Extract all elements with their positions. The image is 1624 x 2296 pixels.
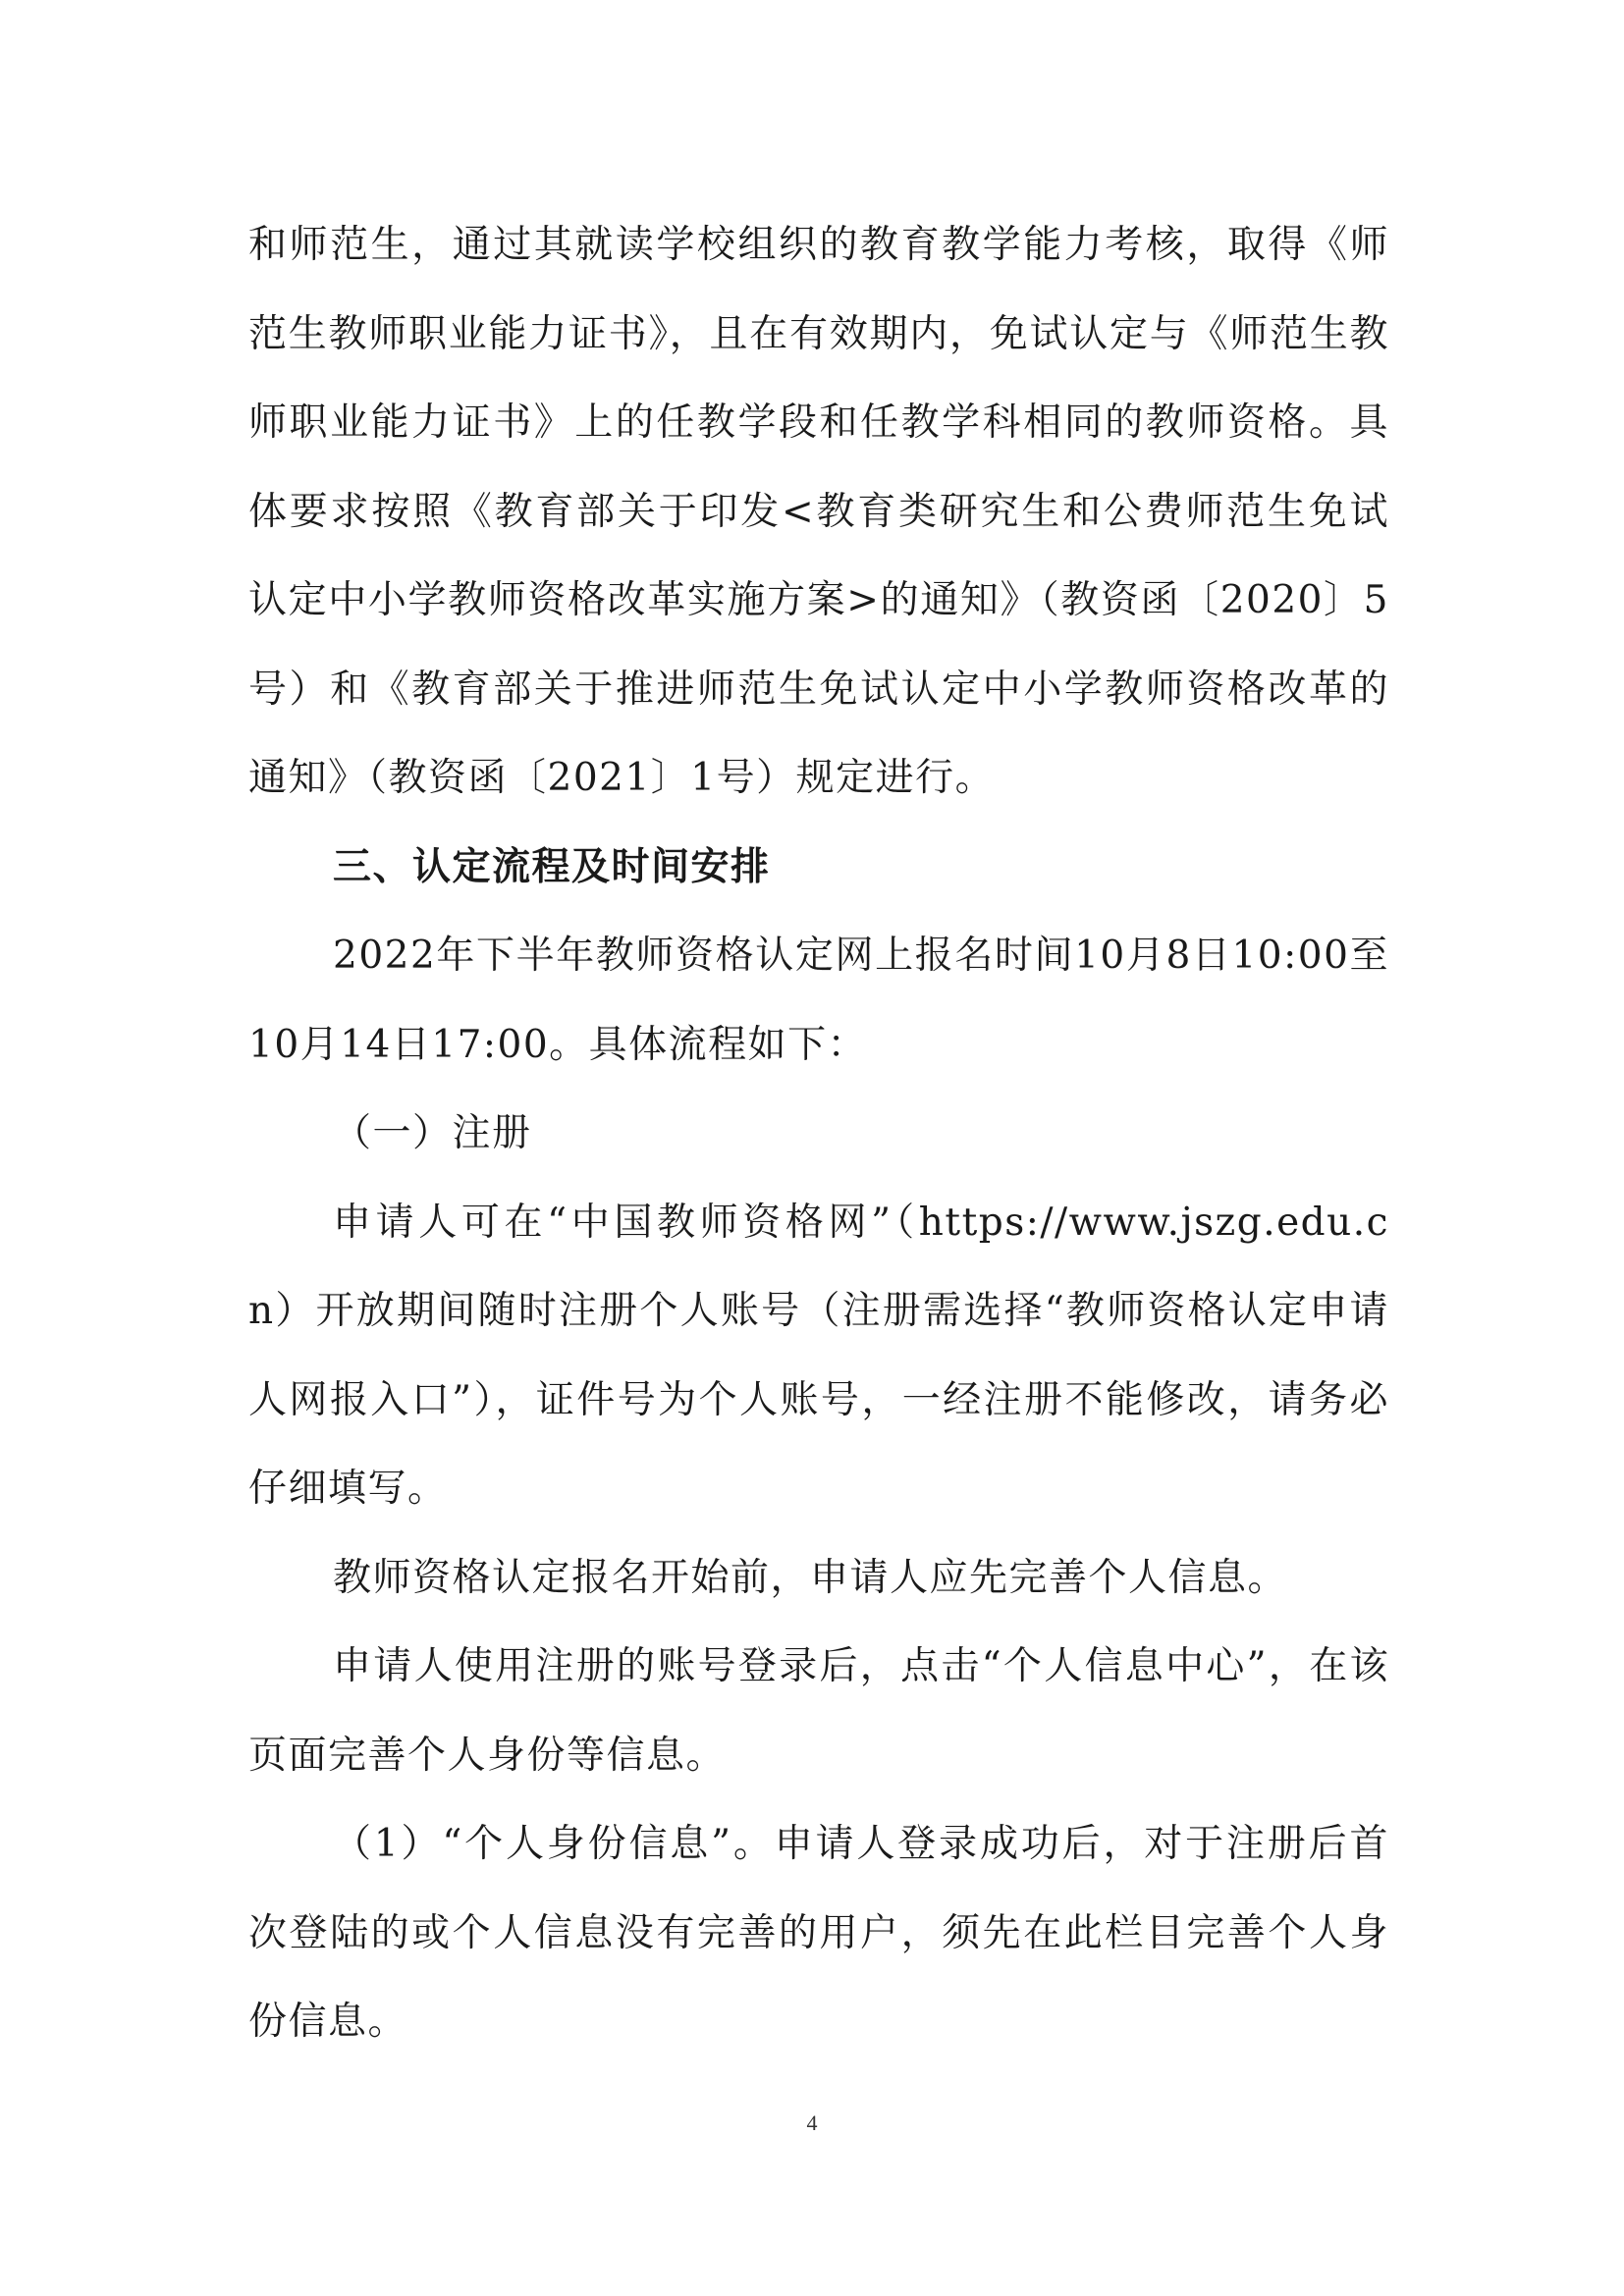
subsection-heading-register: （一）注册 [333,1111,532,1155]
section-heading: 三、认定流程及时间安排 [333,844,771,889]
paragraph-register-account: 申请人可在“中国教师资格网”（https://www.jszg.edu.cn）开放期间随时注册个人账号（注册需选择“教师资格认定申请人网报入口”），证件号为个人账号，一经注册不能修改，请务必仔细填写。 [248,1200,1389,1511]
paragraph-info-center: 申请人使用注册的账号登录后，点击“个人信息中心”，在该页面完善个人身份等信息。 [248,1644,1389,1778]
paragraph-continuation: 和师范生，通过其就读学校组织的教育教学能力考核，取得《师范生教师职业能力证书》，且在有效期内，免试认定与《师范生教师职业能力证书》上的任教学段和任教学科相同的教师资格。具体要求按照《教育部关于印发<教育类研究生和公费师范生免试认定中小学教师资格改革实施方案>的通知》（教资函〔2020〕5号）和《教育部关于推进师范生免试认定中小学教师资格改革的通知》（教资函〔2021〕1号）规定进行。 [248,223,1389,800]
body-text [248,201,1389,2067]
paragraph-complete-info: 教师资格认定报名开始前，申请人应先完善个人信息。 [333,1555,1288,1600]
paragraph-identity-info: （1）“个人身份信息”。申请人登录成功后，对于注册后首次登陆的或个人信息没有完善的用户，须先在此栏目完善个人身份信息。 [248,1822,1389,2044]
page-number: 4 [806,2110,818,2135]
paragraph-registration-time: 2022年下半年教师资格认定网上报名时间10月8日10:00至10月14日17:00。具体流程如下： [248,934,1389,1067]
